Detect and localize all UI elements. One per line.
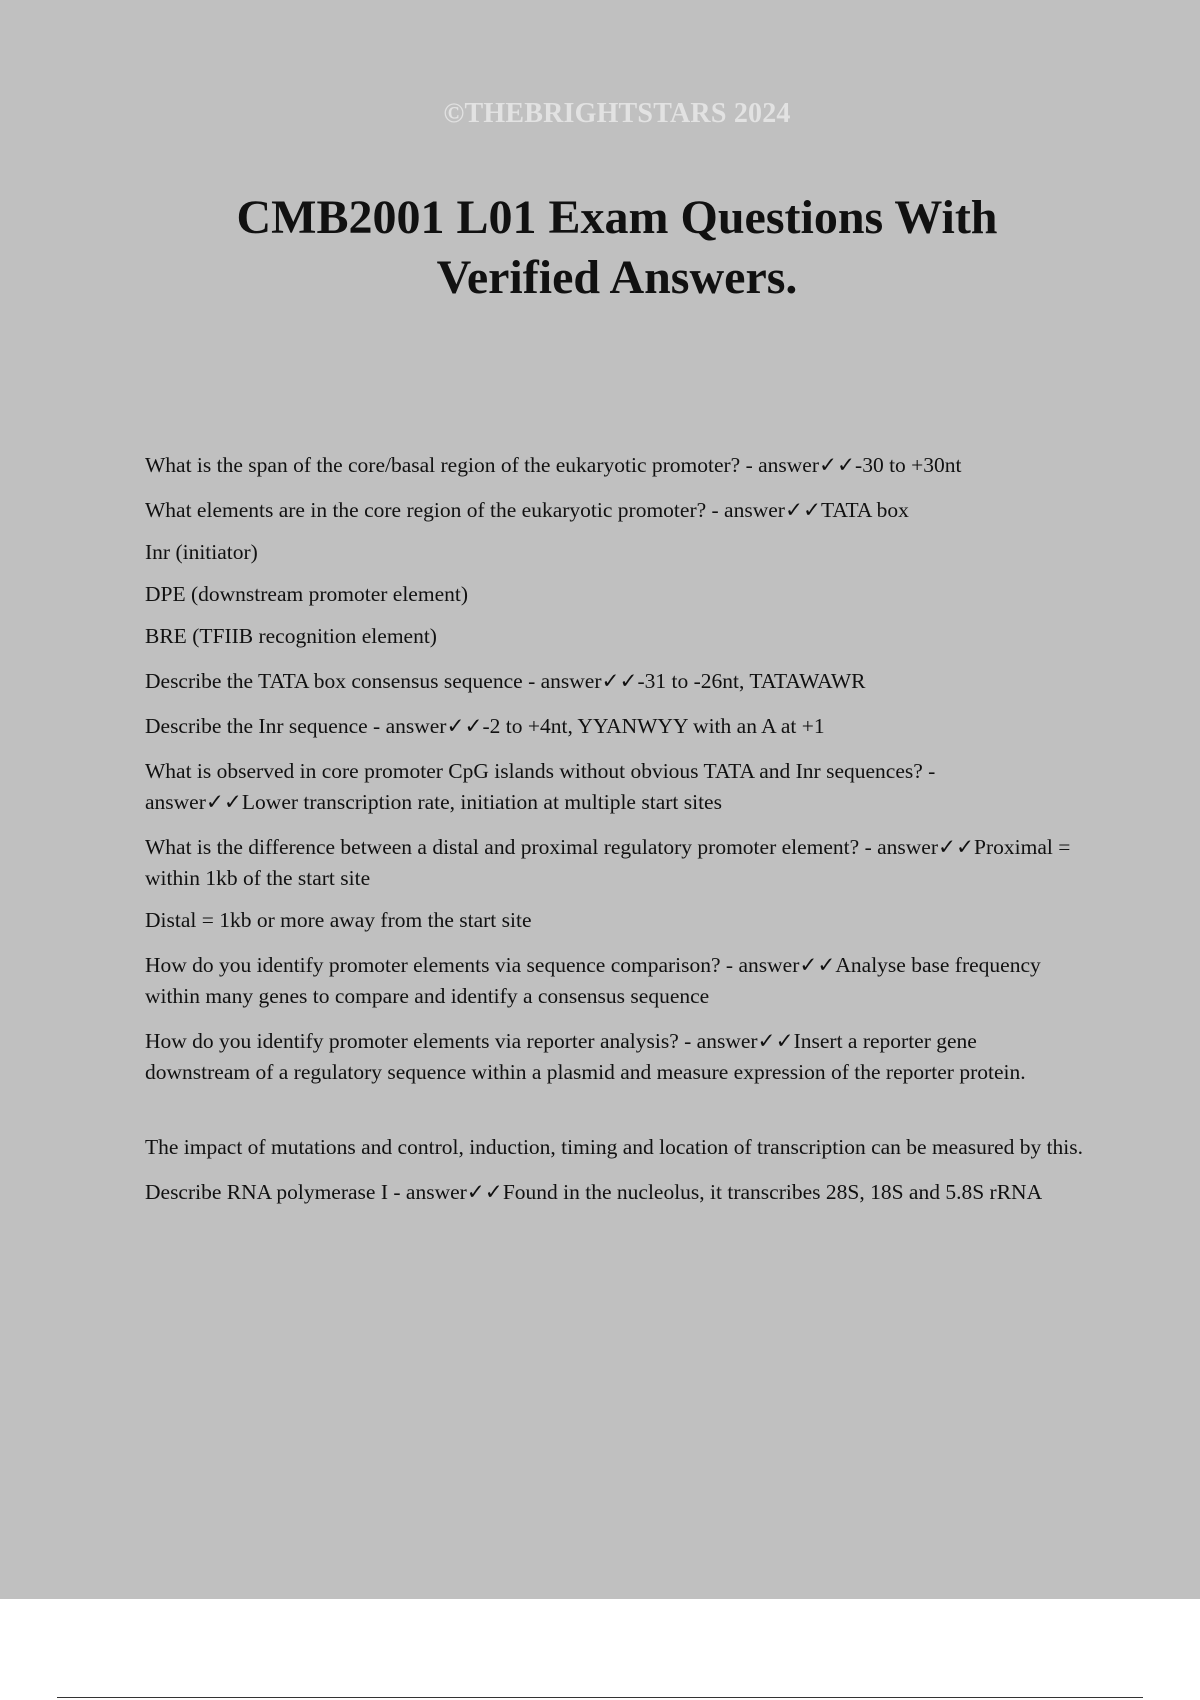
qa-paragraph: What elements are in the core region of the eukaryotic promoter? - answer✓✓TATA box: [145, 498, 909, 522]
qa-paragraph: What is the span of the core/basal region of the eukaryotic promoter? - answer✓✓-30 to +30nt: [145, 453, 962, 477]
qa-paragraph: How do you identify promoter elements via sequence comparison? - answer✓✓Analyse base frequency within many genes to compare and identify a consensus sequence: [145, 953, 1041, 1008]
footer-divider: [57, 1697, 1143, 1698]
qa-paragraph: Inr (initiator): [145, 540, 258, 564]
qa-content: [145, 450, 1085, 1222]
qa-paragraph: How do you identify promoter elements via reporter analysis? - answer✓✓Insert a reporter gene downstream of a regulatory sequence within a plasmid and measure expression of the reporter protein.: [145, 1029, 1026, 1084]
qa-paragraph: Distal = 1kb or more away from the start site: [145, 908, 532, 932]
qa-paragraph: DPE (downstream promoter element): [145, 582, 469, 606]
qa-paragraph: BRE (TFIIB recognition element): [145, 624, 437, 648]
qa-paragraph: Describe the TATA box consensus sequence - answer✓✓-31 to -26nt, TATAWAWR: [145, 669, 866, 693]
qa-paragraph: What is the difference between a distal and proximal regulatory promoter element? - answer✓✓Proximal = within 1kb of the start site: [145, 835, 1071, 890]
document-title: CMB2001 L01 Exam Questions With Verified Answers.: [236, 191, 998, 304]
watermark: ©THEBRIGHTSTARS 2024: [443, 98, 791, 129]
qa-paragraph: Describe RNA polymerase I - answer✓✓Found in the nucleolus, it transcribes 28S, 18S and 5.8S rRNA: [145, 1180, 1043, 1204]
qa-paragraph: The impact of mutations and control, induction, timing and location of transcription can be measured by this.: [145, 1135, 1084, 1159]
qa-paragraph: Describe the Inr sequence - answer✓✓-2 to +4nt, YYANWYY with an A at +1: [145, 714, 825, 738]
qa-paragraph: What is observed in core promoter CpG islands without obvious TATA and Inr sequences? - answer✓✓Lower transcription rate, initiation at multiple start sites: [145, 759, 936, 814]
